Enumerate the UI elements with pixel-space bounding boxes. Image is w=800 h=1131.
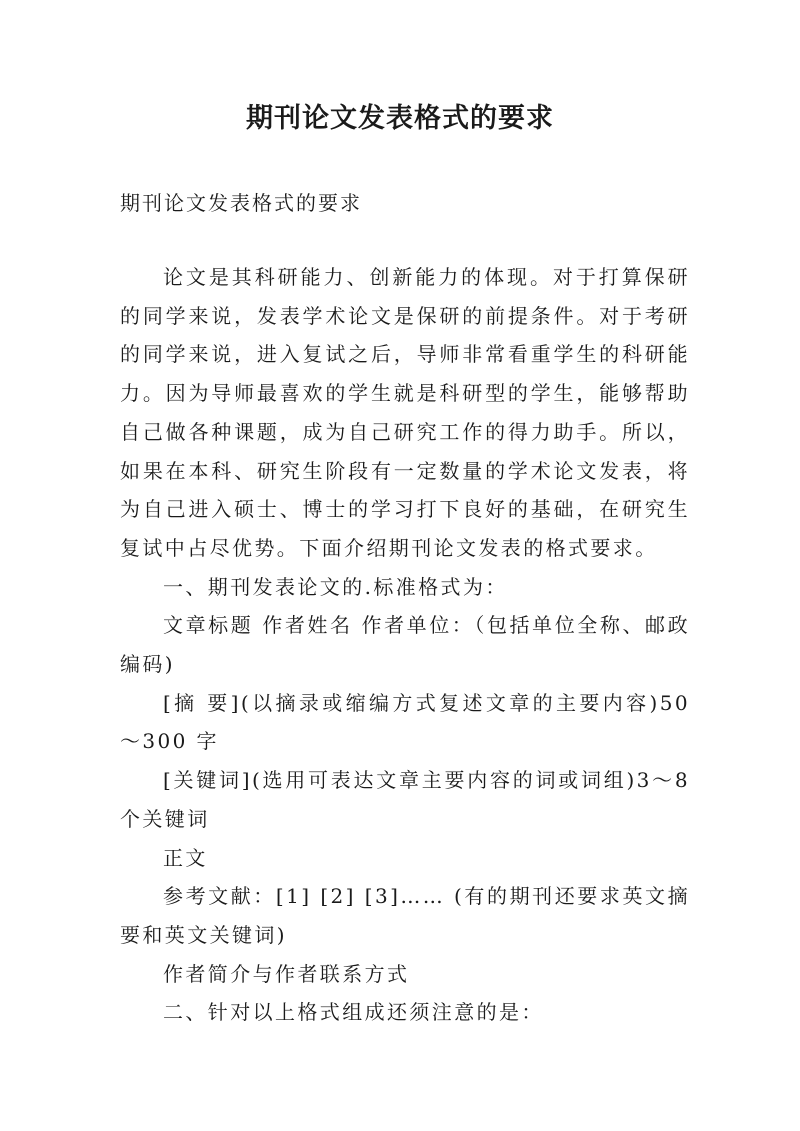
- paragraph-section-two-heading: 二、针对以上格式组成还须注意的是：: [163, 1000, 544, 1025]
- paragraph-keywords: [关键词](选用可表达文章主要内容的词或词组)3～8个关键词: [120, 768, 690, 831]
- document-body: [120, 258, 690, 1032]
- paragraph-section-one-heading: 一、期刊发表论文的.标准格式为：: [163, 574, 508, 599]
- document-subtitle: 期刊论文发表格式的要求: [120, 191, 362, 215]
- paragraph-abstract: [摘 要](以摘录或缩编方式复述文章的主要内容)50～300 字: [120, 690, 690, 754]
- paragraph-title-author: 文章标题 作者姓名 作者单位：（包括单位全称、邮政编码): [120, 613, 690, 677]
- paragraph-body: 正文: [163, 845, 208, 870]
- paragraph-author-info: 作者简介与作者联系方式: [163, 961, 410, 986]
- paragraph-intro: 论文是其科研能力、创新能力的体现。对于打算保研的同学来说，发表学术论文是保研的前提条件。对于考研的同学来说，进入复试之后，导师非常看重学生的科研能力。因为导师最喜欢的学生就是科研型的学生，能够帮助自己做各种课题，成为自己研究工作的得力助手。所以，如果在本科、研究生阶段有一定数量的学术论文发表，将为自己进入硕士、博士的学习打下良好的基础，在研究生复试中占尽优势。下面介绍期刊论文发表的格式要求。: [120, 265, 690, 560]
- paragraph-references: 参考文献：[1] [2] [3]…… (有的期刊还要求英文摘要和英文关键词): [120, 884, 690, 947]
- document-title: 期刊论文发表格式的要求: [246, 103, 554, 134]
